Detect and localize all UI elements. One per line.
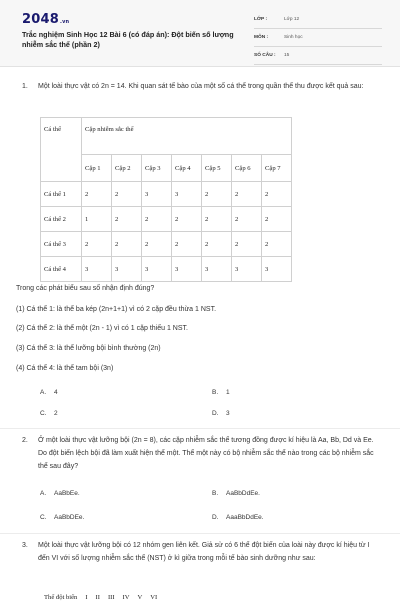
table-body	[41, 182, 292, 282]
question-number: 3.	[22, 542, 28, 549]
table-cell: 2	[232, 207, 262, 232]
table-cell: 2	[232, 232, 262, 257]
option-text: AaBbDEe.	[54, 514, 85, 521]
question-number: 2.	[22, 437, 28, 444]
meta-label: MÔN :	[254, 35, 269, 40]
row-label: Cá thể 4	[41, 257, 82, 282]
statement-3: (3) Cá thể 3: là thể lưỡng bội bình thường (2n)	[16, 345, 161, 352]
option-letter: B.	[212, 389, 219, 396]
table-row	[41, 257, 292, 282]
column-header: Cặp 3	[142, 155, 172, 182]
column-header: Cặp 2	[112, 155, 142, 182]
table-cell: 2	[172, 207, 202, 232]
meta-label: SỐ CÂU :	[254, 53, 276, 58]
mutant-header-cell: VI	[150, 593, 158, 601]
table-cell: 2	[82, 232, 112, 257]
column-header: Cặp 5	[202, 155, 232, 182]
table-cell: 2	[142, 207, 172, 232]
table-cell: 2	[202, 232, 232, 257]
chromosome-table	[40, 117, 292, 282]
option-b[interactable]	[212, 389, 230, 396]
mutant-header-cell: II	[95, 593, 100, 601]
option-letter: D.	[212, 514, 219, 521]
site-logo[interactable]	[22, 12, 69, 27]
mutant-header-cell: III	[107, 593, 115, 601]
table-cell: 3	[142, 257, 172, 282]
question-text: Ở một loài thực vật lưỡng bội (2n = 8), các cặp nhiễm sắc thể tương đồng được kí hiệu là Aa, Bb, Dd và Ee. Do đột biến lệch bội đã làm xuất hiện thể một. Thể một này có bộ nhiễm sắc thể nào trong các bộ nhiễm sắc thể sau đây?	[38, 437, 374, 470]
option-text: 4	[54, 389, 58, 396]
mutant-table-header	[40, 591, 161, 603]
divider	[0, 533, 400, 534]
option-text: AaBbEe.	[54, 490, 80, 497]
option-letter: A.	[40, 389, 47, 396]
option-d[interactable]	[212, 514, 264, 521]
table-cell: 2	[112, 182, 142, 207]
table-cell: 2	[202, 207, 232, 232]
table-row	[41, 207, 292, 232]
meta-row-subject	[254, 32, 382, 47]
table-cell: 2	[202, 182, 232, 207]
meta-value: 15	[284, 53, 290, 58]
logo-suffix: .vn	[59, 19, 70, 25]
option-text: 1	[226, 389, 230, 396]
divider	[0, 428, 400, 429]
option-letter: C.	[40, 514, 47, 521]
question-text: Một loài thực vật có 2n = 14. Khi quan sát tế bào của một số cá thể trong quần thể thu được kết quả sau:	[38, 83, 364, 90]
mutant-header-cell: I	[85, 593, 88, 601]
logo-text: 2048	[22, 12, 59, 27]
mutant-header-cell: Thể đột biến	[44, 593, 78, 601]
table-cell: 1	[82, 207, 112, 232]
option-letter: A.	[40, 490, 47, 497]
option-text: AaBbDdEe.	[226, 490, 260, 497]
table-cell: 3	[112, 257, 142, 282]
table-cell: 2	[232, 182, 262, 207]
table-cell: 2	[262, 182, 292, 207]
question-prompt: Trong các phát biểu sau số nhận định đúng?	[16, 285, 155, 292]
question-text: Một loài thực vật lưỡng bội có 12 nhóm gen liên kết. Giả sử có 6 thể đột biến của loài này được kí hiệu từ I đến VI với số lượng nhiễm sắc thể (NST) ở kì giữa trong mỗi tế bào sinh dưỡng như sau:	[38, 542, 370, 562]
option-d[interactable]	[212, 410, 230, 417]
column-header: Cặp 6	[232, 155, 262, 182]
table-cell: 3	[232, 257, 262, 282]
table-cell: 2	[262, 207, 292, 232]
option-letter: D.	[212, 410, 219, 417]
table-cell: 3	[82, 257, 112, 282]
meta-row-grade	[254, 14, 382, 29]
meta-value: Lớp 12	[284, 17, 300, 22]
page-title: Trắc nghiệm Sinh Học 12 Bài 6 (có đáp án): Đột biến số lượng nhiễm sắc thể (phần 2)	[22, 30, 234, 49]
column-header: Cặp 7	[262, 155, 292, 182]
mutant-header-cell: IV	[122, 593, 130, 601]
header	[0, 0, 400, 67]
table-cell: 3	[172, 182, 202, 207]
option-a[interactable]	[40, 389, 58, 396]
statement-4: (4) Cá thể 4: là thể tam bội (3n)	[16, 365, 114, 372]
meta-value: Sinh học	[284, 35, 303, 40]
table-cell: 3	[262, 257, 292, 282]
table-cell: 2	[112, 232, 142, 257]
option-c[interactable]	[40, 410, 58, 417]
option-letter: B.	[212, 490, 219, 497]
option-a[interactable]	[40, 490, 80, 497]
option-text: AaaBbDdEe.	[226, 514, 264, 521]
meta-row-count	[254, 50, 382, 65]
option-c[interactable]	[40, 514, 84, 521]
meta-info	[254, 14, 382, 68]
statement-2: (2) Cá thể 2: là thể một (2n - 1) vì có 1 cặp thiếu 1 NST.	[16, 325, 188, 332]
table-cell: 2	[262, 232, 292, 257]
table-cell: 3	[202, 257, 232, 282]
row-label: Cá thể 2	[41, 207, 82, 232]
mutant-header-cell: V	[137, 593, 143, 601]
row-label: Cá thể 1	[41, 182, 82, 207]
option-b[interactable]	[212, 490, 260, 497]
statement-1: (1) Cá thể 1: là thể ba kép (2n+1+1) vì có 2 cặp đều thừa 1 NST.	[16, 306, 217, 313]
option-text: 3	[226, 410, 230, 417]
row-label: Cá thể 3	[41, 232, 82, 257]
option-text: 2	[54, 410, 58, 417]
table-cell: 2	[82, 182, 112, 207]
table-row	[41, 182, 292, 207]
table-group-header: Cặp nhiễm sắc thể	[82, 118, 292, 155]
table-cell: 2	[142, 232, 172, 257]
mutant-table	[40, 591, 161, 603]
table-cell: 2	[172, 232, 202, 257]
meta-label: LỚP :	[254, 17, 268, 22]
option-letter: C.	[40, 410, 47, 417]
question-number: 1.	[22, 83, 28, 90]
table-cell: 3	[142, 182, 172, 207]
table-row	[41, 232, 292, 257]
table-corner: Cá thể	[41, 118, 82, 182]
table-cell: 3	[172, 257, 202, 282]
column-header: Cặp 4	[172, 155, 202, 182]
column-header: Cặp 1	[82, 155, 112, 182]
table-cell: 2	[112, 207, 142, 232]
